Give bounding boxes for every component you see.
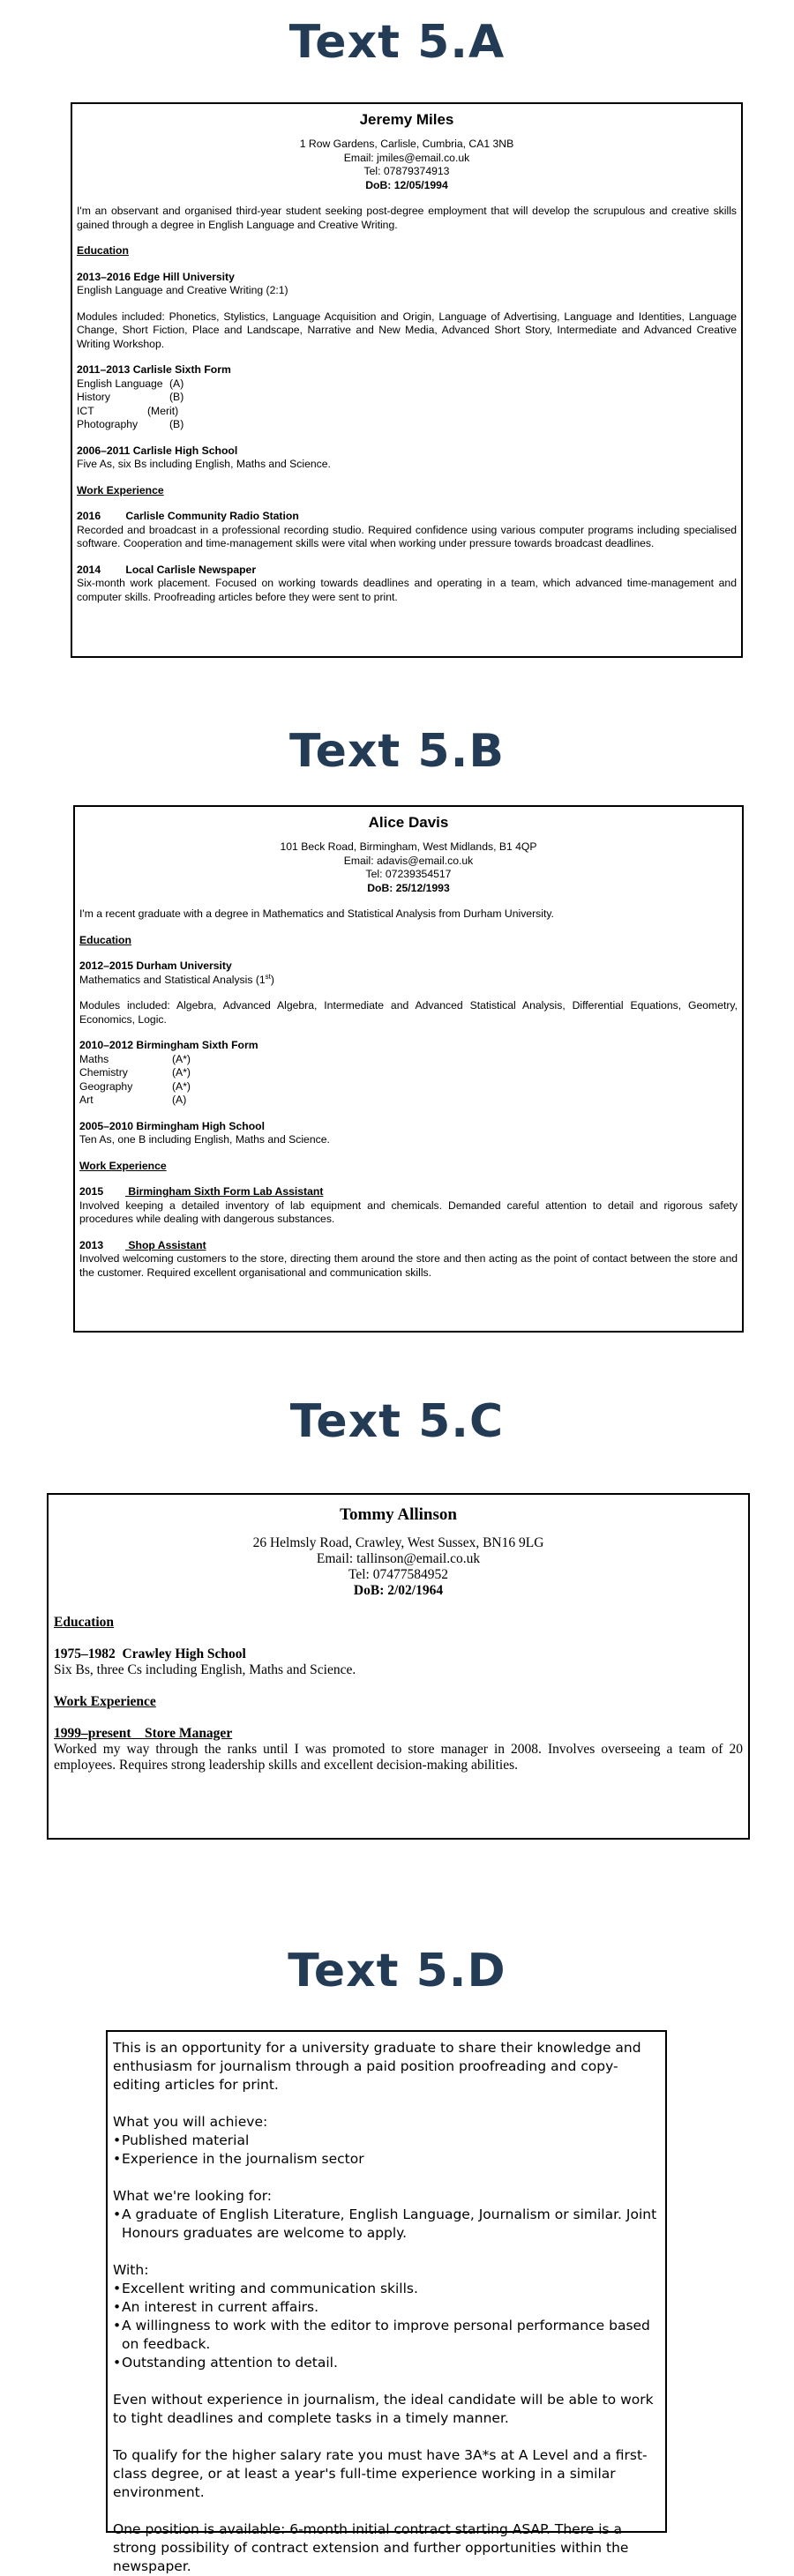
advert-paragraph-deadlines: Even without experience in journalism, the ideal candidate will be able to work to tight deadlines and complete tasks in a timely manner. [113, 2392, 654, 2426]
cv-dob: DoB: 12/05/1994 [365, 178, 448, 191]
grade-row [79, 1094, 738, 1108]
grade-row [77, 418, 737, 432]
bullet-icon: • [113, 2132, 122, 2148]
sixth-form-years: 2010–2012 [79, 1039, 134, 1051]
job-title [79, 1185, 738, 1199]
grade-subject: History [77, 391, 110, 403]
education-sixth-form [77, 363, 737, 377]
job-year: 2013 [79, 1238, 104, 1251]
grade-row [79, 1066, 738, 1080]
with-item-text: Outstanding attention to detail. [122, 2355, 338, 2371]
achieve-item [113, 2132, 660, 2150]
grade-row [79, 1080, 738, 1094]
education-heading: Education [77, 244, 129, 257]
education-sixth-form [79, 1039, 738, 1053]
work-experience-heading: Work Experience [77, 483, 164, 497]
grade-subject: ICT [77, 404, 94, 417]
education-heading: Education [54, 1615, 115, 1630]
grade-value: (A*) [172, 1052, 191, 1065]
job-title [79, 1239, 738, 1253]
university-years: 2013–2016 [77, 270, 131, 283]
education-high-school [54, 1646, 743, 1662]
grade-value: (B) [169, 391, 184, 403]
work-experience-heading: Work Experience [79, 1159, 167, 1172]
job-year: 1999–present [54, 1726, 131, 1741]
looking-item [113, 2206, 660, 2243]
job-title [77, 510, 737, 524]
grade-subject: Art [79, 1094, 94, 1106]
cv-tel: Tel: 07477584952 [348, 1567, 448, 1582]
heading-text-5a: Text 5.A [288, 16, 506, 69]
high-school-detail: Five As, six Bs including English, Maths and Science. [77, 458, 331, 470]
cv-name: Alice Davis [368, 814, 449, 831]
job-detail: Worked my way through the ranks until I was promoted to store manager in 2008. Involves overseeing a team of 20 employees. Requires strong leadership skills and excellent decision-making abilities. [54, 1742, 743, 1773]
job-year: 2015 [79, 1185, 104, 1198]
cv-address: 101 Beck Road, Birmingham, West Midlands, B1 4QP [280, 840, 537, 853]
degree-text: Mathematics and Statistical Analysis (1 [79, 973, 266, 986]
high-school-name: Birmingham High School [136, 1119, 265, 1132]
job-detail: Involved keeping a detailed inventory of lab equipment and chemicals. Demanded careful attention to detail and rigorous safety procedures while dealing with dangerous substances. [79, 1198, 738, 1225]
high-school-years: 1975–1982 [54, 1646, 116, 1661]
university-name: Edge Hill University [133, 270, 235, 283]
bullet-icon: • [113, 2355, 122, 2371]
looking-item-text: A graduate of English Literature, English Language, Journalism or similar. Joint Honours graduates are welcome to apply. [122, 2206, 657, 2241]
bullet-icon: • [113, 2318, 122, 2333]
advert-intro: This is an opportunity for a university graduate to share their knowledge and enthusiasm for journalism through a paid position proofreading and copy-editing articles for print. [113, 2040, 641, 2093]
cv-intro: I'm an observant and organised third-year student seeking post-degree employment that will develop the scrupulous and creative skills gained through a degree in English Language and Creative Writing. [77, 205, 737, 231]
cv-dob: DoB: 2/02/1964 [353, 1583, 444, 1598]
cv-address: 26 Helmsly Road, Crawley, West Sussex, BN16 9LG [252, 1535, 544, 1550]
sixth-form-name: Carlisle Sixth Form [132, 363, 231, 376]
grade-subject: Maths [79, 1052, 109, 1065]
heading-text-5b: Text 5.B [289, 725, 505, 778]
work-experience-heading: Work Experience [54, 1694, 156, 1709]
achieve-item [113, 2150, 660, 2169]
with-item [113, 2280, 660, 2298]
university-degree: English Language and Creative Writing (2:1) [77, 284, 288, 296]
education-university [77, 271, 737, 285]
grade-value: (A) [169, 377, 184, 390]
with-item-text: An interest in current affairs. [122, 2299, 319, 2315]
cv-email: Email: tallinson@email.co.uk [316, 1551, 481, 1566]
job-name: Local Carlisle Newspaper [125, 563, 257, 576]
with-item-text: Excellent writing and communication skills. [122, 2281, 418, 2296]
job-name: Birmingham Sixth Form Lab Assistant [128, 1185, 324, 1198]
cv-tel: Tel: 07879374913 [363, 165, 450, 177]
with-heading: With: [113, 2262, 149, 2278]
university-years: 2012–2015 [79, 959, 134, 972]
cv-address: 1 Row Gardens, Carlisle, Cumbria, CA1 3NB [299, 138, 514, 150]
bullet-icon: • [113, 2281, 122, 2296]
grade-subject: Photography [77, 418, 139, 430]
with-item-text: A willingness to work with the editor to improve personal performance based on feedback. [122, 2318, 650, 2352]
high-school-years: 2005–2010 [79, 1119, 134, 1132]
bullet-icon: • [113, 2206, 122, 2222]
advert-paragraph-salary: To qualify for the higher salary rate you must have 3A*s at A Level and a first-class degree, or at least a year's full-time experience working in a similar environment. [113, 2447, 648, 2500]
cv-email: Email: adavis@email.co.uk [343, 854, 474, 867]
job-detail: Six-month work placement. Focused on working towards deadlines and operating in a team, which advanced time-management and computer skills. Proofreading articles before they were sent to print. [77, 577, 737, 603]
with-item [113, 2317, 660, 2354]
grade-row [79, 1053, 738, 1067]
heading-text-5c: Text 5.C [289, 1395, 505, 1448]
grade-value: (Merit) [147, 404, 179, 417]
education-university [79, 959, 738, 974]
cv-intro: I'm a recent graduate with a degree in Mathematics and Statistical Analysis from Durham University. [79, 907, 554, 920]
job-name: Store Manager [145, 1726, 233, 1741]
university-name: Durham University [136, 959, 232, 972]
cv-jeremy-miles [71, 102, 743, 658]
education-heading: Education [79, 933, 131, 946]
with-item [113, 2354, 660, 2372]
job-detail: Involved welcoming customers to the store, directing them around the store and then acting as the point of contact between the store and the customer. Required excellent organisational and communication skills. [79, 1252, 738, 1279]
looking-heading: What we're looking for: [113, 2188, 273, 2204]
university-modules: Modules included: Algebra, Advanced Algebra, Intermediate and Advanced Statistical Analysis, Differential Equations, Geometry, Economics, Logic. [79, 999, 738, 1026]
cv-tel: Tel: 07239354517 [365, 868, 452, 880]
bullet-icon: • [113, 2151, 122, 2167]
high-school-name: Crawley High School [122, 1646, 246, 1661]
grade-value: (A) [172, 1094, 187, 1106]
grade-value: (A*) [172, 1066, 191, 1079]
sixth-form-name: Birmingham Sixth Form [136, 1039, 258, 1051]
job-title [54, 1726, 743, 1742]
cv-dob: DoB: 25/12/1993 [367, 881, 450, 894]
grade-row [77, 391, 737, 405]
university-modules: Modules included: Phonetics, Stylistics, Language Acquisition and Origin, Language of Advertising, Language and Identities, Language Change, Short Fiction, Place and Landscape, Narrative and New Media, Advanced Short Story, Intermediate and Advanced Creative Writing Workshop. [77, 310, 737, 350]
education-high-school [79, 1120, 738, 1134]
cv-name: Tommy Allinson [340, 1505, 457, 1524]
grade-row [77, 377, 737, 392]
high-school-detail: Ten As, one B including English, Maths and Science. [79, 1133, 330, 1146]
grade-subject: English Language [77, 377, 163, 390]
cv-alice-davis [73, 805, 744, 1333]
achieve-item-text: Published material [122, 2132, 250, 2148]
job-title [77, 564, 737, 578]
advert-paragraph-contract: One position is available: 6-month initial contract starting ASAP. There is a strong possibility of contract extension and further opportunities within the newspaper. [113, 2521, 629, 2574]
grade-row [77, 405, 737, 419]
job-detail: Recorded and broadcast in a professional recording studio. Required confidence using various computer programs including specialised software. Cooperation and time-management skills were vital when working under pressure towards broadcast deadlines. [77, 523, 737, 549]
cv-email: Email: jmiles@email.co.uk [343, 151, 470, 164]
job-year: 2016 [77, 510, 101, 522]
high-school-name: Carlisle High School [132, 444, 238, 457]
cv-tommy-allinson [47, 1493, 750, 1840]
job-advert [106, 2030, 667, 2574]
heading-text-5d: Text 5.D [288, 1945, 506, 1997]
sixth-form-years: 2011–2013 [77, 363, 131, 376]
university-degree [79, 974, 738, 988]
job-year: 2014 [77, 563, 101, 576]
grade-subject: Geography [79, 1079, 133, 1093]
high-school-detail: Six Bs, three Cs including English, Maths and Science. [54, 1662, 356, 1677]
achieve-item-text: Experience in the journalism sector [122, 2151, 364, 2167]
education-high-school [77, 444, 737, 459]
grade-value: (B) [169, 418, 184, 430]
with-item [113, 2298, 660, 2317]
grade-subject: Chemistry [79, 1066, 128, 1079]
degree-class-superscript: st [265, 972, 271, 981]
achieve-heading: What you will achieve: [113, 2114, 268, 2130]
job-name: Shop Assistant [128, 1238, 206, 1251]
grade-value: (A*) [172, 1079, 191, 1093]
degree-text-end: ) [270, 973, 274, 986]
bullet-icon: • [113, 2299, 122, 2315]
cv-name: Jeremy Miles [359, 111, 454, 128]
high-school-years: 2006–2011 [77, 444, 131, 457]
job-name: Carlisle Community Radio Station [125, 510, 299, 522]
